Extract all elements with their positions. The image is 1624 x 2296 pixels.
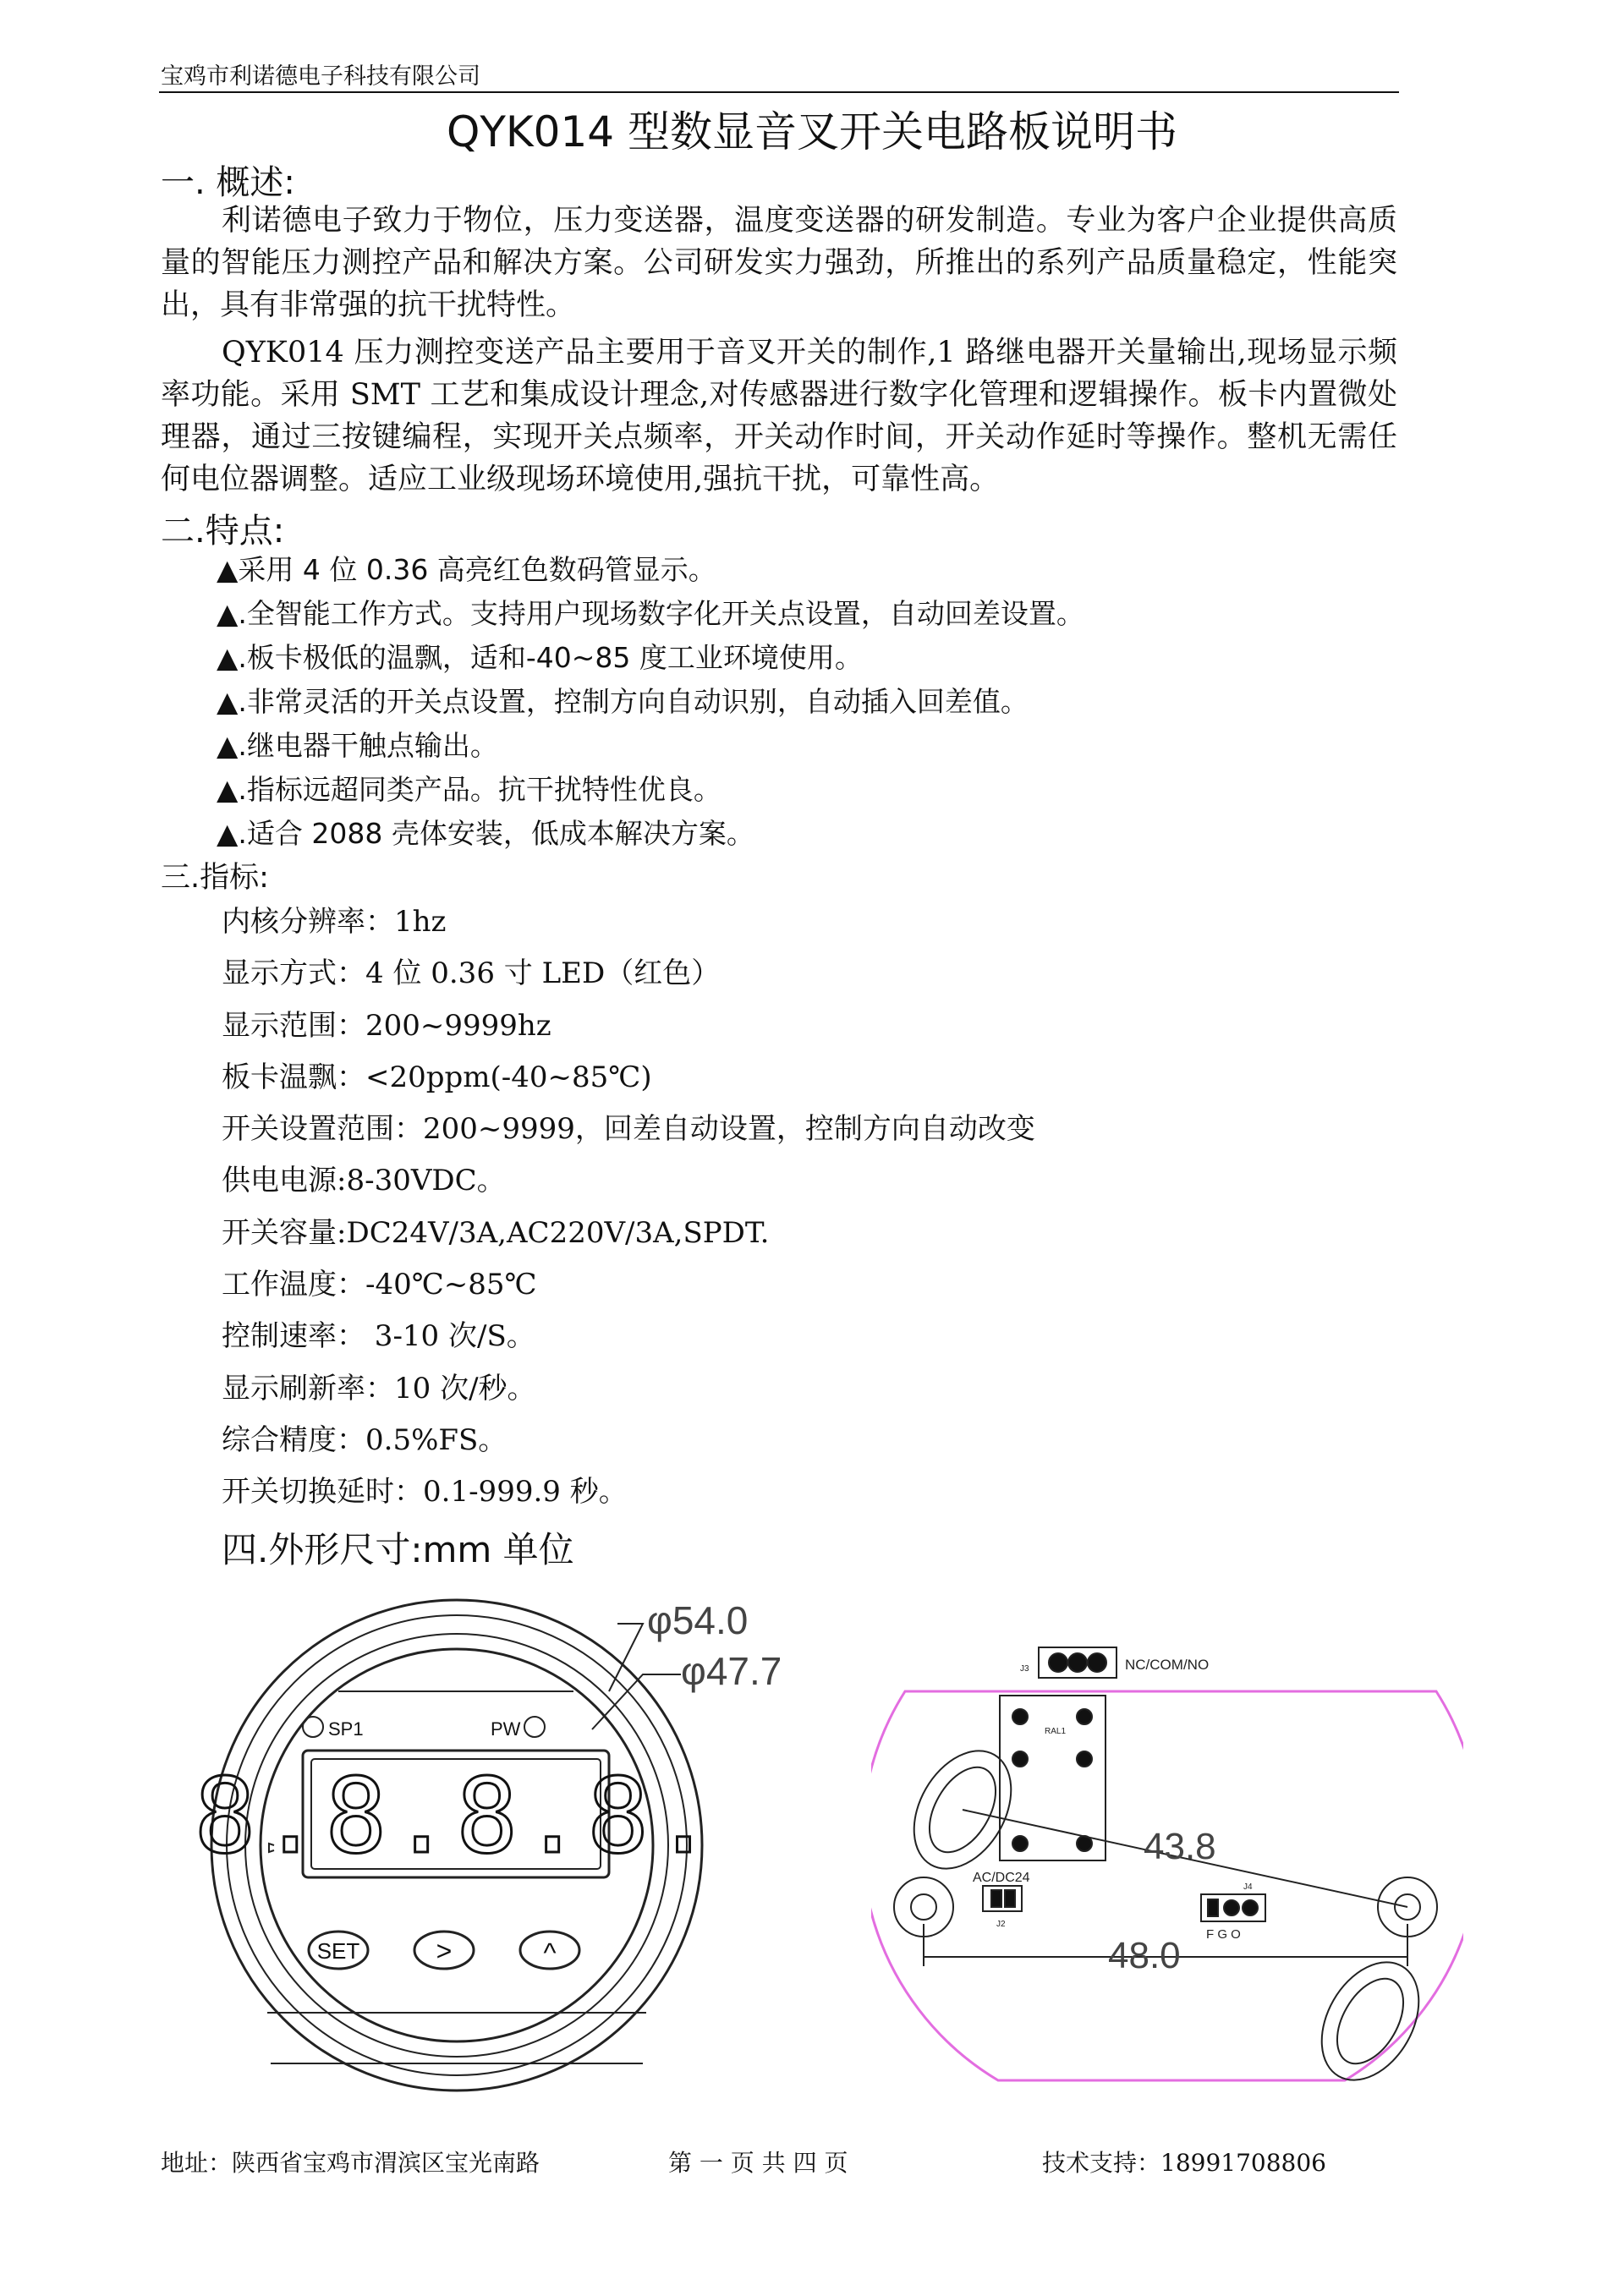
display-digits: 8.8.8.8. (194, 1756, 718, 1877)
mount-slot-right (1302, 1945, 1439, 2097)
relay-pin (1068, 1653, 1087, 1672)
overview-paragraph-2: QYK014 压力测控变送产品主要用于音叉开关的制作,1 路继电器开关量输出,现场显示频率功能。采用 SMT 工艺和集成设计理念,对传感器进行数字化管理和逻辑操作。板卡内置微处理器，通过三按键编程，实现开关点频率，开关动作时间，开关动作延时等操作。整机无需任何电位器调整。适应工业级现场环境使用,强抗干扰，可靠性高。 (161, 336, 1397, 496)
j2-ref: J2 (996, 1920, 1006, 1929)
relay-pad (1077, 1751, 1092, 1767)
inner-diameter-label: φ47.7 (681, 1649, 782, 1693)
outline-heading: 四.外形尺寸:mm 单位 (222, 1529, 574, 1570)
set-button-label: SET (316, 1938, 360, 1964)
rel-ref: RAL1 (1045, 1727, 1067, 1736)
spec-item: 供电电源:8-30VDC。 (222, 1164, 506, 1198)
pcb-outline-drawing (871, 1632, 1463, 2106)
diagonal-dim-label: 43.8 (1144, 1826, 1216, 1867)
feature-item: ▲.全智能工作方式。支持用户现场数字化开关点设置，自动回差设置。 (217, 597, 1084, 630)
spec-item: 开关设置范围：200~9999，回差自动设置，控制方向自动改变 (222, 1112, 1035, 1147)
j4-ref: J4 (1243, 1882, 1253, 1892)
spec-item: 显示方式：4 位 0.36 寸 LED（红色） (222, 956, 721, 991)
power-connector-label: AC/DC24 (973, 1871, 1030, 1885)
power-pin (1005, 1890, 1015, 1907)
spec-item: 开关容量:DC24V/3A,AC220V/3A,SPDT. (222, 1215, 770, 1250)
spec-item: 综合精度：0.5%FS。 (222, 1422, 508, 1457)
feature-item: ▲.非常灵活的开关点设置，控制方向自动识别，自动插入回差值。 (217, 685, 1029, 718)
relay-pin (1049, 1653, 1067, 1672)
relay-pin (1088, 1653, 1106, 1672)
fgo-pin (1243, 1900, 1258, 1915)
document-title: QYK014 型数显音叉开关电路板说明书 (446, 107, 1177, 156)
relay-connector-label: NC/COM/NO (1125, 1657, 1210, 1673)
footer-address: 地址：陕西省宝鸡市渭滨区宝光南路 (161, 2149, 540, 2177)
spec-item: 显示范围：200~9999hz (222, 1008, 551, 1043)
spec-item: 板卡温飘：<20ppm(-40~85℃) (222, 1060, 652, 1094)
width-dim-label: 48.0 (1108, 1935, 1181, 1976)
header-rule (159, 91, 1399, 93)
mount-hole-left-inner (911, 1894, 936, 1920)
front-panel-drawing (169, 1590, 846, 2097)
specs-list (222, 896, 1035, 1519)
relay-pad (1077, 1709, 1092, 1724)
overview-paragraph-1: 利诺德电子致力于物位，压力变送器，温度变送器的研发制造。专业为客户企业提供高质量的智能压力测控产品和解决方案。公司研发实力强劲，所推出的系列产品质量稳定，性能突出，具有非常强的抗干扰特性。 (161, 204, 1397, 322)
pw-label: PW (491, 1718, 521, 1740)
fgo-connector-label: F G O (1206, 1927, 1241, 1942)
shift-button-label: > (436, 1936, 453, 1966)
fgo-pin (1224, 1900, 1239, 1915)
spec-item: 控制速率： 3-10 次/S。 (222, 1319, 535, 1354)
spec-item: 显示刷新率：10 次/秒。 (222, 1371, 536, 1406)
fgo-pin (1208, 1899, 1218, 1916)
feature-item: ▲.指标远超同类产品。抗干扰特性优良。 (217, 773, 721, 806)
features-heading: 二.特点: (161, 512, 285, 551)
mount-slot-right-inner (1324, 1967, 1417, 2074)
specs-heading: 三.指标: (161, 861, 269, 895)
spec-item: 开关切换延时：0.1-999.9 秒。 (222, 1475, 628, 1510)
relay-pad (1012, 1751, 1028, 1767)
spec-item: 工作温度：-40℃~85℃ (222, 1268, 537, 1302)
pw-led (524, 1717, 545, 1737)
feature-item: ▲采用 4 位 0.36 高亮红色数码管显示。 (217, 553, 716, 586)
outer-diameter-label: φ54.0 (647, 1598, 749, 1642)
footer-support: 技术支持：18991708806 (1042, 2149, 1326, 2177)
features-list (217, 548, 1084, 856)
company-name: 宝鸡市利诺德电子科技有限公司 (161, 63, 480, 90)
footer-page-number: 第 一 页 共 四 页 (668, 2149, 848, 2177)
relay-pad (1012, 1836, 1028, 1851)
feature-item: ▲.适合 2088 壳体安装，低成本解决方案。 (217, 817, 754, 850)
up-button-label: ^ (543, 1937, 557, 1968)
sp1-led (303, 1717, 323, 1737)
power-pin (991, 1890, 1001, 1907)
spec-item: 内核分辨率：1hz (222, 905, 447, 939)
pcb-board-outline (871, 1691, 1463, 2080)
j3-ref: J3 (1020, 1664, 1029, 1674)
feature-item: ▲.板卡极低的温飘，适和-40~85 度工业环境使用。 (217, 641, 863, 674)
sp1-label: SP1 (328, 1718, 364, 1740)
feature-item: ▲.继电器干触点输出。 (217, 729, 498, 762)
relay-pad (1012, 1709, 1028, 1724)
overview-heading: 一. 概述: (161, 163, 295, 202)
